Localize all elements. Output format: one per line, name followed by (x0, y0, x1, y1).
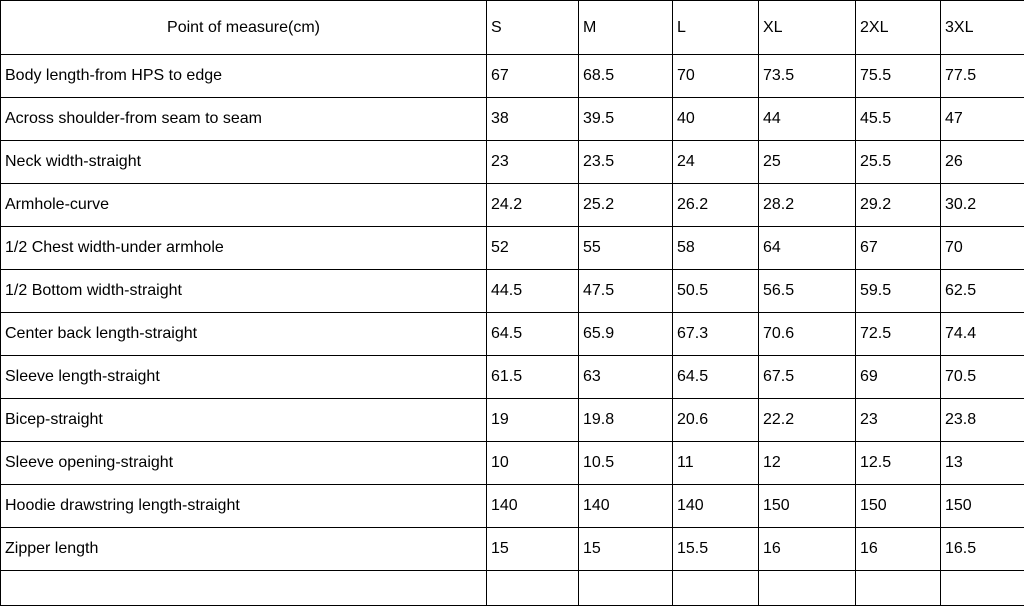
measurement-value-cell: 59.5 (856, 270, 941, 313)
table-row (1, 55, 1024, 98)
measurement-value-cell: 15 (487, 528, 579, 571)
measurement-value-cell (579, 571, 673, 606)
table-row (1, 184, 1024, 227)
measurement-value-cell: 23.5 (579, 141, 673, 184)
measurement-value-cell: 16.5 (941, 528, 1024, 571)
measurement-value-cell: 11 (673, 442, 759, 485)
measurement-value-cell: 26.2 (673, 184, 759, 227)
measurement-label-cell: Zipper length (1, 528, 487, 571)
measurement-value-cell: 68.5 (579, 55, 673, 98)
header-cell-size-m: M (579, 1, 673, 55)
measurement-value-cell: 47 (941, 98, 1024, 141)
measurement-value-cell: 22.2 (759, 399, 856, 442)
measurement-label-cell (1, 571, 487, 606)
header-cell-size-xl: XL (759, 1, 856, 55)
table-row (1, 485, 1024, 528)
header-cell-size-2xl: 2XL (856, 1, 941, 55)
measurement-label-cell: Sleeve opening-straight (1, 442, 487, 485)
measurement-value-cell: 15.5 (673, 528, 759, 571)
measurement-value-cell: 40 (673, 98, 759, 141)
measurement-value-cell: 13 (941, 442, 1024, 485)
measurement-value-cell (487, 571, 579, 606)
measurement-value-cell: 77.5 (941, 55, 1024, 98)
measurement-value-cell: 38 (487, 98, 579, 141)
measurement-value-cell: 140 (487, 485, 579, 528)
measurement-value-cell: 12 (759, 442, 856, 485)
measurement-value-cell: 30.2 (941, 184, 1024, 227)
measurement-value-cell: 63 (579, 356, 673, 399)
measurement-value-cell: 150 (856, 485, 941, 528)
measurement-value-cell: 140 (579, 485, 673, 528)
measurement-value-cell: 67 (856, 227, 941, 270)
measurement-value-cell: 64.5 (673, 356, 759, 399)
table-row (1, 399, 1024, 442)
measurement-value-cell: 52 (487, 227, 579, 270)
measurement-value-cell: 19 (487, 399, 579, 442)
table-row (1, 442, 1024, 485)
table-header (1, 1, 1024, 55)
measurement-value-cell (941, 571, 1024, 606)
table-row (1, 98, 1024, 141)
measurement-value-cell: 23 (856, 399, 941, 442)
measurement-value-cell: 25 (759, 141, 856, 184)
measurement-label-cell: Center back length-straight (1, 313, 487, 356)
header-cell-size-3xl: 3XL (941, 1, 1024, 55)
table-row (1, 227, 1024, 270)
measurement-value-cell: 150 (941, 485, 1024, 528)
measurement-value-cell: 23.8 (941, 399, 1024, 442)
measurement-value-cell (759, 571, 856, 606)
measurement-label-cell: Sleeve length-straight (1, 356, 487, 399)
measurement-value-cell: 12.5 (856, 442, 941, 485)
measurement-value-cell: 10.5 (579, 442, 673, 485)
measurement-value-cell: 64 (759, 227, 856, 270)
measurement-value-cell: 64.5 (487, 313, 579, 356)
measurement-label-cell: 1/2 Chest width-under armhole (1, 227, 487, 270)
table-row (1, 270, 1024, 313)
table-row (1, 528, 1024, 571)
measurement-value-cell: 70.6 (759, 313, 856, 356)
measurement-value-cell: 20.6 (673, 399, 759, 442)
measurement-value-cell: 73.5 (759, 55, 856, 98)
measurement-value-cell (856, 571, 941, 606)
measurement-value-cell: 28.2 (759, 184, 856, 227)
measurement-value-cell: 70 (673, 55, 759, 98)
measurement-label-cell: Neck width-straight (1, 141, 487, 184)
measurement-label-cell: Body length-from HPS to edge (1, 55, 487, 98)
measurement-value-cell: 44.5 (487, 270, 579, 313)
header-cell-size-l: L (673, 1, 759, 55)
measurement-value-cell: 67.5 (759, 356, 856, 399)
measurement-value-cell: 69 (856, 356, 941, 399)
measurement-value-cell: 19.8 (579, 399, 673, 442)
measurement-label-cell: Bicep-straight (1, 399, 487, 442)
measurement-value-cell: 58 (673, 227, 759, 270)
measurement-value-cell: 44 (759, 98, 856, 141)
measurement-value-cell: 23 (487, 141, 579, 184)
measurement-value-cell (673, 571, 759, 606)
measurement-value-cell: 24 (673, 141, 759, 184)
measurement-value-cell: 45.5 (856, 98, 941, 141)
table-row (1, 356, 1024, 399)
measurement-value-cell: 61.5 (487, 356, 579, 399)
measurement-value-cell: 62.5 (941, 270, 1024, 313)
measurement-value-cell: 67.3 (673, 313, 759, 356)
measurement-value-cell: 25.5 (856, 141, 941, 184)
measurement-label-cell: Across shoulder-from seam to seam (1, 98, 487, 141)
header-cell-point-of-measure: Point of measure(cm) (1, 1, 487, 55)
measurement-value-cell: 70.5 (941, 356, 1024, 399)
measurement-value-cell: 67 (487, 55, 579, 98)
measurement-value-cell: 74.4 (941, 313, 1024, 356)
measurement-value-cell: 25.2 (579, 184, 673, 227)
measurement-value-cell: 24.2 (487, 184, 579, 227)
measurement-value-cell: 56.5 (759, 270, 856, 313)
measurement-value-cell: 10 (487, 442, 579, 485)
measurement-label-cell: Hoodie drawstring length-straight (1, 485, 487, 528)
header-cell-size-s: S (487, 1, 579, 55)
table-row (1, 571, 1024, 606)
measurement-value-cell: 150 (759, 485, 856, 528)
header-row (1, 1, 1024, 55)
measurement-value-cell: 55 (579, 227, 673, 270)
measurement-value-cell: 47.5 (579, 270, 673, 313)
measurement-value-cell: 70 (941, 227, 1024, 270)
measurement-value-cell: 65.9 (579, 313, 673, 356)
table-row (1, 313, 1024, 356)
measurement-value-cell: 140 (673, 485, 759, 528)
measurement-value-cell: 39.5 (579, 98, 673, 141)
measurement-label-cell: 1/2 Bottom width-straight (1, 270, 487, 313)
measurement-value-cell: 16 (759, 528, 856, 571)
table-body (1, 55, 1024, 606)
measurement-value-cell: 50.5 (673, 270, 759, 313)
measurement-value-cell: 26 (941, 141, 1024, 184)
measurement-label-cell: Armhole-curve (1, 184, 487, 227)
measurement-value-cell: 75.5 (856, 55, 941, 98)
measurement-value-cell: 29.2 (856, 184, 941, 227)
measurement-value-cell: 16 (856, 528, 941, 571)
table-row (1, 141, 1024, 184)
measurement-value-cell: 15 (579, 528, 673, 571)
measurement-value-cell: 72.5 (856, 313, 941, 356)
